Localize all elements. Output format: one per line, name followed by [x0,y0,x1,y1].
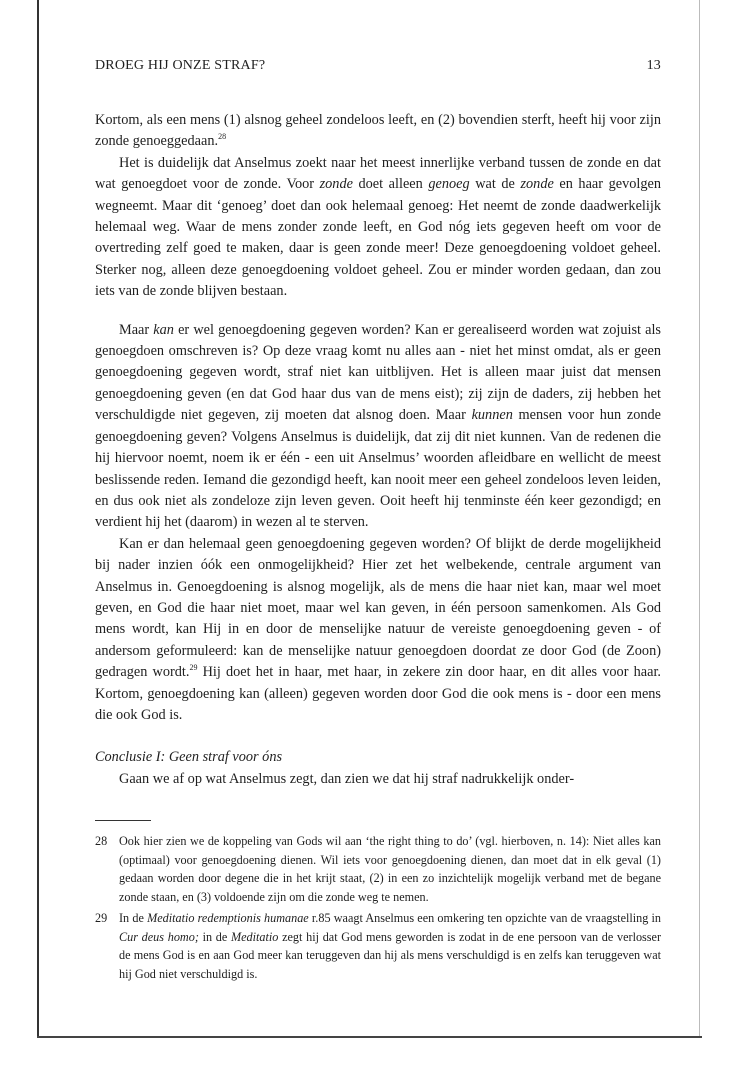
running-title: DROEG HIJ ONZE STRAF? [95,58,266,73]
footnote-text: Ook hier zien we de koppeling van Gods wil aan ‘the right thing to do’ (vgl. hierboven, n. 14): Niet alles kan (optimaal) voor genoegdoening dienen. Wil iets voor genoegdoening dienen, dan moet dat in elk geval (1) gedaan worden door degene die in het krijt staat, (2) in een zo inzichtelijk mogelijk verband met de begane zonde staan, en (3) voldoende zijn om die zonde weg te nemen. [119,834,661,905]
footnotes [95,832,661,986]
scan-left-edge [37,0,39,1038]
section-first-line: Gaan we af op wat Anselmus zegt, dan zien we dat hij straf nadrukkelijk onder- [119,770,575,787]
footnote-separator [95,820,151,821]
page-content [95,58,661,790]
body-text [95,110,661,790]
footnote-ref-29[interactable]: 29 [189,663,198,673]
footnote-28 [95,832,661,907]
running-header [95,58,661,78]
paragraph-3: Maar kan er wel genoegdoening gegeven worden? Kan er gerealiseerd worden wat zojuist als genoegdoen omschreven is? Op deze vraag komt nu alles aan - niet het minst omdat, als er geen genoegdoening gegeven wordt, straf niet kan uitblijven. Het is alleen maar juist dat mensen genoegdoening geven (en dat God haar dus van de mens eist); zij zijn de daders, zij hebben het verschuldigde niet gegeven, zij moeten dat alsnog doen. Maar kunnen mensen voor hun zonde genoegdoening geven? Volgens Anselmus is duidelijk, dat zij dit niet kunnen. Van de redenen die hij hiervoor noemt, noem ik er één - een uit Anselmus’ woorden afleidbare en wellicht de meest beslissende reden. Iemand die gezondigd heeft, kan nooit meer een geheel zondeloos leven leiden, en dus ook niet als zondeloze zijn leven geven. Ooit heeft hij tenminste één keer gezondigd; en verdient hij het (daarom) in wezen al te sterven. [95,321,661,531]
footnote-text: In de Meditatio redemptionis humanae r.85 waagt Anselmus een omkering ten opzichte van de vraagstelling in Cur deus homo; in de Meditatio zegt hij dat God mens geworden is zodat in de ene persoon van de verlosser de mens God is en aan God meer kan teruggeven dan hij als mens verschuldigd is en zelfs kan teruggeven wat hij God niet verschuldigd is. [119,910,662,981]
footnote-ref-28[interactable]: 28 [218,132,227,142]
footnote-number: 28 [95,834,108,848]
paragraph-4: Kan er dan helemaal geen genoegdoening gegeven worden? Of blijkt de derde mogelijkheid bij nader inzien óók een onmogelijkheid? Hier zet het welbekende, centrale argument van Anselmus in. Genoegdoening is alsnog mogelijk, als de mens die haar niet kan, maar wel moet geven, en God die haar niet moet, maar wel kan geven, in één persoon samenkomen. Als God mens wordt, kan Hij in en door de menselijke natuur de vereiste genoegdoening geven - of andersom geformuleerd: kan de menselijke natuur genoegdoen doordat ze door God (de Zoon) gedragen wordt.$^{29}$ Hij doet het in haar, met haar, in zekere zin door haar, en dit alles voor haar. Kortom, genoegdoening kan (alleen) gegeven worden door God die ook mens is - door een mens die ook God is. [95,535,661,723]
scan-bottom-edge [37,1036,702,1038]
footnote-number: 29 [95,910,108,925]
scan-right-edge [699,0,700,1038]
paragraph-2: Het is duidelijk dat Anselmus zoekt naar het meest innerlijke verband tussen de zonde en dat wat genoegdoet voor de zonde. Voor zonde doet alleen genoeg wat de zonde en haar gevolgen wegneemt. Maar dit ‘genoeg’ doet dan ook helemaal genoeg: Het neemt de zonde daadwerkelijk helemaal weg. Waar de mens zonder zonde leeft, en God nóg iets gegeven heeft om voor de overtreding zelf goed te maken, daar is geen zonde meer! Deze genoegdoening voldoet geheel. Sterker nog, alleen deze genoegdoening voldoet geheel. Zou er minder worden gedaan, dan zou iets van de zonde blijven bestaan. [95,154,661,300]
footnote-29 [95,909,661,984]
page-number: 13 [646,58,661,73]
section-heading: Conclusie I: Geen straf voor óns [95,749,283,766]
paragraph-1: Kortom, als een mens (1) alsnog geheel zondeloos leeft, en (2) bovendien sterft, heeft hij voor zijn zonde genoeggedaan.$^{28}$ [95,112,661,150]
